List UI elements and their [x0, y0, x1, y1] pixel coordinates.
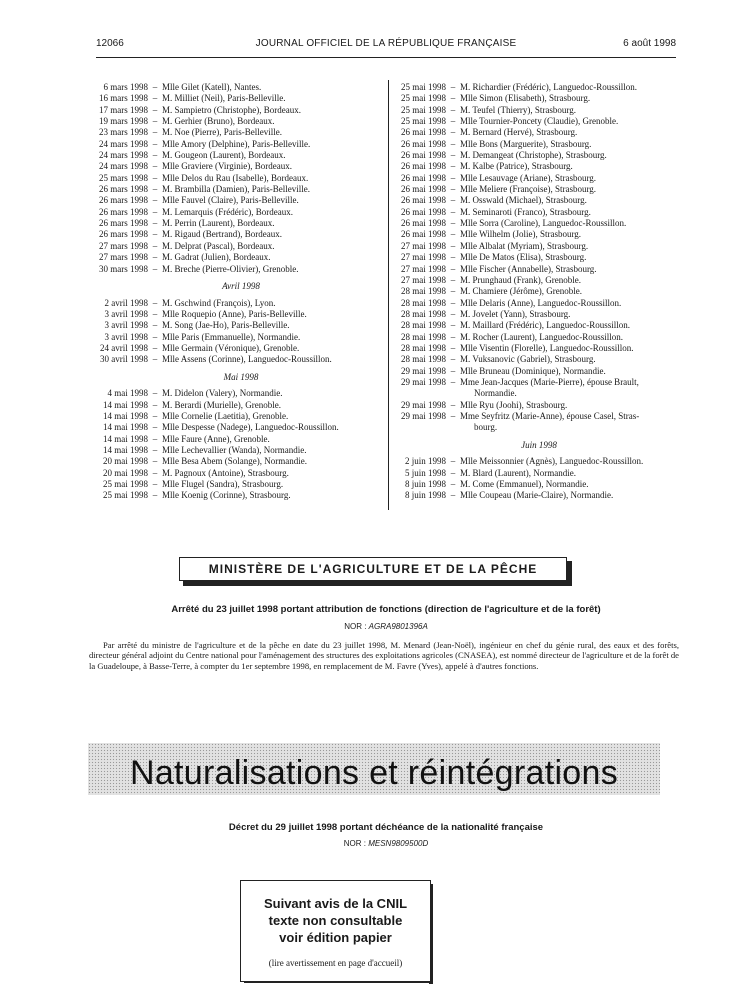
month-heading: Juin 1998 — [521, 439, 557, 450]
left-column-list — [96, 82, 386, 502]
entry-name: M. Sampietro (Christophe), Bordeaux. — [162, 104, 301, 115]
entry-name: Mlle Coupeau (Marie-Claire), Normandie. — [460, 490, 614, 501]
entry-dash: – — [152, 467, 158, 478]
list-item — [96, 93, 386, 104]
arrete-nor-label: NOR : — [344, 622, 367, 631]
decret-nor-label: NOR : — [343, 839, 366, 848]
entry-date: 26 mai 1998 — [401, 138, 446, 149]
section-banner-title: Naturalisations et réintégrations — [129, 754, 619, 792]
entry-date: 14 mai 1998 — [103, 410, 148, 421]
entry-name: M. Gschwind (François), Lyon. — [162, 297, 276, 308]
entry-date: 26 mai 1998 — [401, 161, 446, 172]
entry-date: 8 juin 1998 — [404, 490, 446, 501]
entry-name: M. Pagnoux (Antoine), Strasbourg. — [162, 467, 289, 478]
entry-name: M. Rocher (Laurent), Languedoc-Roussillon. — [460, 331, 623, 342]
entry-dash: – — [152, 297, 158, 308]
entry-name: Mlle Simon (Elisabeth), Strasbourg. — [460, 93, 591, 104]
entry-dash: – — [152, 172, 158, 183]
entry-date: 20 mai 1998 — [103, 456, 148, 467]
entry-name: M. Song (Jae-Ho), Paris-Belleville. — [162, 320, 290, 331]
entry-date: 29 mai 1998 — [401, 399, 446, 410]
list-item — [96, 332, 386, 343]
entry-name: Mlle Albalat (Myriam), Strasbourg. — [460, 240, 589, 251]
entry-date: 23 mars 1998 — [99, 127, 148, 138]
entry-date: 24 mars 1998 — [99, 161, 148, 172]
entry-name: Mlle Cornelie (Laetitia), Grenoble. — [162, 410, 289, 421]
entry-dash: – — [450, 410, 456, 421]
entry-dash: – — [152, 218, 158, 229]
entry-date: 28 mai 1998 — [401, 320, 446, 331]
list-item — [394, 275, 684, 286]
entry-name: M. Milliet (Neil), Paris-Belleville. — [162, 93, 286, 104]
list-item — [394, 241, 684, 252]
entry-dash: – — [450, 274, 456, 285]
decret-nor — [96, 839, 676, 848]
entry-date: 28 mai 1998 — [401, 354, 446, 365]
entry-name: M. Perrin (Laurent), Bordeaux. — [162, 218, 275, 229]
entry-date: 3 avril 1998 — [104, 331, 148, 342]
list-item — [394, 388, 684, 399]
list-item — [394, 264, 684, 275]
entry-dash: – — [450, 206, 456, 217]
entry-dash: – — [450, 93, 456, 104]
entry-date: 25 mai 1998 — [401, 93, 446, 104]
entry-name: Mlle Flugel (Sandra), Strasbourg. — [162, 479, 284, 490]
list-item — [394, 377, 684, 388]
list-item — [96, 173, 386, 184]
entry-date: 27 mars 1998 — [99, 252, 148, 263]
page-number: 12066 — [96, 38, 124, 49]
entry-name: Mlle Meissonnier (Agnès), Languedoc-Roussillon. — [460, 456, 644, 467]
list-item — [96, 388, 386, 399]
entry-name: M. Berardi (Murielle), Grenoble. — [162, 399, 281, 410]
entry-dash: – — [450, 252, 456, 263]
entry-date: 24 avril 1998 — [100, 342, 148, 353]
entry-date: 14 mai 1998 — [103, 445, 148, 455]
list-item — [394, 207, 684, 218]
entry-dash: – — [450, 479, 456, 490]
list-item — [394, 298, 684, 309]
list-item — [394, 150, 684, 161]
list-item — [96, 161, 386, 172]
list-item — [394, 116, 684, 127]
cnil-line-3: voir édition papier — [279, 930, 392, 945]
entry-dash: – — [152, 195, 158, 206]
list-item — [96, 207, 386, 218]
list-item — [96, 298, 386, 309]
entry-date: 20 mai 1998 — [103, 467, 148, 478]
entry-dash: – — [450, 161, 456, 172]
arrete-title: Arrêté du 23 juillet 1998 portant attribution de fonctions (direction de l'agriculture et de la forêt) — [171, 604, 601, 615]
entry-name: Mlle Ryu (Joohi), Strasbourg. — [460, 399, 568, 410]
entry-date: 27 mai 1998 — [401, 274, 446, 285]
entry-dash: – — [450, 104, 456, 115]
entry-dash: – — [450, 308, 456, 319]
entry-name: M. Demangeat (Christophe), Strasbourg. — [460, 150, 607, 161]
entry-dash: – — [152, 263, 158, 274]
entry-name: Mlle Lechevallier (Wanda), Normandie. — [162, 445, 307, 455]
list-item — [96, 150, 386, 161]
entry-dash: – — [450, 376, 456, 387]
list-item — [96, 411, 386, 422]
list-item — [394, 105, 684, 116]
entry-name: M. Noe (Pierre), Paris-Belleville. — [162, 127, 282, 138]
list-item — [394, 490, 684, 501]
list-item — [394, 456, 684, 467]
entry-name: Mlle Graviere (Virginie), Bordeaux. — [162, 161, 292, 172]
entry-dash: – — [450, 320, 456, 331]
entry-dash: – — [152, 354, 158, 365]
entry-date: 27 mai 1998 — [401, 263, 446, 274]
list-item — [96, 252, 386, 263]
entry-date: 3 avril 1998 — [104, 308, 148, 319]
entry-date: 26 mai 1998 — [401, 127, 446, 138]
entry-name: M. Teufel (Thierry), Strasbourg. — [460, 104, 577, 115]
entry-date: 26 mars 1998 — [99, 184, 148, 195]
entry-name: Mlle Meliere (Françoise), Strasbourg. — [460, 184, 597, 195]
entry-dash: – — [152, 445, 158, 455]
entry-name: M. Brambilla (Damien), Paris-Belleville. — [162, 184, 310, 195]
cnil-note: (lire avertissement en page d'accueil) — [268, 958, 403, 968]
entry-name: Mme Seyfritz (Marie-Anne), épouse Casel, Stras- — [460, 410, 640, 421]
list-item — [96, 139, 386, 150]
list-item — [394, 320, 684, 331]
entry-date: 24 mars 1998 — [99, 138, 148, 149]
entry-dash: – — [450, 127, 456, 138]
entry-dash: – — [450, 456, 456, 467]
entry-dash: – — [152, 308, 158, 319]
entry-dash: – — [152, 116, 158, 127]
entry-dash: – — [450, 116, 456, 127]
list-item — [394, 82, 684, 93]
entry-date: 25 mai 1998 — [401, 104, 446, 115]
entry-dash: – — [152, 229, 158, 240]
entry-dash: – — [152, 161, 158, 172]
entry-dash: – — [152, 433, 158, 444]
entry-date: 25 mai 1998 — [103, 479, 148, 490]
entry-date: 26 mai 1998 — [401, 206, 446, 217]
entry-date: 26 mars 1998 — [99, 218, 148, 229]
list-item — [96, 354, 386, 365]
list-item — [394, 229, 684, 240]
entry-date: 26 mars 1998 — [99, 195, 148, 206]
list-item — [394, 127, 684, 138]
entry-name: Mlle Paris (Emmanuelle), Normandie. — [162, 331, 301, 342]
entry-name: Mlle Fischer (Annabelle), Strasbourg. — [460, 263, 597, 274]
entry-name: M. Come (Emmanuel), Normandie. — [460, 479, 589, 490]
entry-dash: – — [450, 240, 456, 251]
entry-name: bourg. — [474, 422, 498, 433]
entry-date: 28 mai 1998 — [401, 331, 446, 342]
entry-name: Mlle Sorra (Caroline), Languedoc-Roussillon. — [460, 218, 627, 229]
list-item — [394, 286, 684, 297]
entry-date: 14 mai 1998 — [103, 433, 148, 444]
entry-name: M. Kalbe (Patrice), Strasbourg. — [460, 161, 573, 172]
entry-date: 25 mai 1998 — [401, 82, 446, 92]
right-column-list — [394, 82, 684, 502]
entry-date: 3 avril 1998 — [104, 320, 148, 331]
entry-dash: – — [152, 240, 158, 251]
entry-dash: – — [152, 93, 158, 104]
entry-dash: – — [152, 331, 158, 342]
list-item — [96, 422, 386, 433]
month-heading: Avril 1998 — [222, 280, 260, 291]
list-item — [96, 116, 386, 127]
entry-date: 26 mai 1998 — [401, 150, 446, 161]
month-heading: Mai 1998 — [223, 371, 259, 382]
arrete-nor-code: AGRA9801396A — [368, 622, 428, 631]
entry-name: M. Bernard (Hervé), Strasbourg. — [460, 127, 578, 138]
entry-dash: – — [152, 388, 158, 399]
list-item — [96, 343, 386, 354]
list-item — [394, 343, 684, 354]
journal-title: JOURNAL OFFICIEL DE LA RÉPUBLIQUE FRANÇAISE — [255, 38, 517, 49]
entry-name: Mlle Germain (Véronique), Grenoble. — [162, 342, 300, 353]
entry-dash: – — [152, 138, 158, 149]
entry-date: 30 avril 1998 — [100, 354, 148, 365]
page-header — [96, 38, 676, 54]
entry-name: Mlle Bons (Marguerite), Strasbourg. — [460, 138, 592, 149]
decret-nor-code: MESN9809500D — [368, 839, 429, 848]
list-item — [394, 184, 684, 195]
entry-name: M. Gerhier (Bruno), Bordeaux. — [162, 116, 275, 127]
entry-name: Mlle Delos du Rau (Isabelle), Bordeaux. — [162, 172, 309, 183]
entry-date: 29 mai 1998 — [401, 365, 446, 376]
list-item — [96, 264, 386, 275]
entry-dash: – — [152, 456, 158, 467]
list-item — [96, 434, 386, 445]
list-item — [394, 422, 684, 433]
entry-date: 16 mars 1998 — [99, 93, 148, 104]
entry-name: M. Jovelet (Yann), Strasbourg. — [460, 308, 571, 319]
entry-dash: – — [450, 467, 456, 478]
entry-name: M. Seminaroti (Franco), Strasbourg. — [460, 206, 591, 217]
entry-date: 26 mars 1998 — [99, 206, 148, 217]
entry-name: Mlle Amory (Delphine), Paris-Belleville. — [162, 138, 311, 149]
entry-date: 26 mai 1998 — [401, 184, 446, 195]
list-item — [394, 252, 684, 263]
ministry-heading: MINISTÈRE DE L'AGRICULTURE ET DE LA PÊCHE — [179, 557, 567, 581]
list-item — [394, 332, 684, 343]
list-item — [394, 468, 684, 479]
column-divider — [388, 80, 389, 510]
list-item — [394, 354, 684, 365]
entry-date: 26 mai 1998 — [401, 195, 446, 206]
entry-name: Mlle Bruneau (Dominique), Normandie. — [460, 365, 606, 376]
list-item — [394, 173, 684, 184]
decret-title: Décret du 29 juillet 1998 portant déchéance de la nationalité française — [228, 822, 544, 833]
list-item — [394, 195, 684, 206]
entry-name: Mlle Roquepio (Anne), Paris-Belleville. — [162, 308, 307, 319]
entry-name: M. Gadrat (Julien), Bordeaux. — [162, 252, 271, 263]
entry-date: 14 mai 1998 — [103, 422, 148, 433]
entry-name: Normandie. — [474, 388, 517, 399]
entry-name: Mlle Koenig (Corinne), Strasbourg. — [162, 490, 291, 501]
entry-name: Mlle Assens (Corinne), Languedoc-Roussillon. — [162, 354, 332, 365]
list-item — [96, 241, 386, 252]
entry-name: Mlle Tournier-Poncety (Claudie), Grenoble. — [460, 116, 619, 127]
list-item — [394, 161, 684, 172]
entry-date: 29 mai 1998 — [401, 410, 446, 421]
list-item — [96, 309, 386, 320]
header-rule — [96, 57, 676, 58]
cnil-notice-box — [240, 880, 431, 982]
entry-date: 25 mars 1998 — [99, 172, 148, 183]
entry-dash: – — [152, 490, 158, 501]
list-item — [96, 105, 386, 116]
entry-date: 8 juin 1998 — [404, 479, 446, 490]
entry-date: 17 mars 1998 — [99, 104, 148, 115]
entry-name: Mlle Despesse (Nadege), Languedoc-Roussillon. — [162, 422, 339, 433]
entry-name: Mlle Gilet (Katell), Nantes. — [162, 82, 262, 92]
list-item — [96, 127, 386, 138]
entry-name: M. Osswald (Michael), Strasbourg. — [460, 195, 587, 206]
entry-name: M. Prunghaud (Frank), Grenoble. — [460, 274, 581, 285]
entry-date: 25 mai 1998 — [401, 116, 446, 127]
entry-name: Mlle De Matos (Elisa), Strasbourg. — [460, 252, 587, 263]
list-item — [394, 411, 684, 422]
entry-name: M. Didelon (Valery), Normandie. — [162, 388, 283, 399]
list-item — [394, 400, 684, 411]
entry-date: 25 mai 1998 — [103, 490, 148, 501]
entry-date: 24 mars 1998 — [99, 150, 148, 161]
entry-dash: – — [152, 342, 158, 353]
list-item — [96, 184, 386, 195]
entry-date: 6 mars 1998 — [103, 82, 148, 92]
entry-name: M. Breche (Pierre-Olivier), Grenoble. — [162, 263, 299, 274]
entry-dash: – — [450, 286, 456, 297]
entry-name: Mlle Wilhelm (Jolie), Strasbourg. — [460, 229, 582, 240]
list-item — [394, 218, 684, 229]
entry-name: Mlle Lesauvage (Ariane), Strasbourg. — [460, 172, 597, 183]
entry-date: 26 mai 1998 — [401, 229, 446, 240]
arrete-nor — [96, 622, 676, 631]
entry-dash: – — [152, 82, 158, 92]
entry-dash: – — [450, 331, 456, 342]
entry-dash: – — [152, 206, 158, 217]
entry-name: M. Vuksanovic (Gabriel), Strasbourg. — [460, 354, 596, 365]
entry-name: M. Chamiere (Jérôme), Grenoble. — [460, 286, 582, 297]
list-item — [96, 229, 386, 240]
entry-dash: – — [450, 172, 456, 183]
list-item — [394, 366, 684, 377]
list-item — [96, 490, 386, 501]
list-item — [96, 320, 386, 331]
list-item — [96, 445, 386, 456]
list-item — [96, 456, 386, 467]
entry-date: 5 juin 1998 — [404, 467, 446, 478]
entry-dash: – — [450, 263, 456, 274]
list-item — [96, 479, 386, 490]
issue-date: 6 août 1998 — [623, 38, 676, 49]
list-item — [394, 139, 684, 150]
entry-dash: – — [450, 399, 456, 410]
entry-date: 26 mai 1998 — [401, 218, 446, 229]
entry-name: Mlle Besa Abem (Solange), Normandie. — [162, 456, 307, 467]
entry-dash: – — [152, 479, 158, 490]
entry-name: M. Blard (Laurent), Normandie. — [460, 467, 576, 478]
entry-dash: – — [450, 218, 456, 229]
list-item — [394, 309, 684, 320]
entry-name: Mlle Faure (Anne), Grenoble. — [162, 433, 270, 444]
entry-date: 26 mars 1998 — [99, 229, 148, 240]
entry-name: Mlle Delaris (Anne), Languedoc-Roussillon. — [460, 297, 622, 308]
entry-dash: – — [152, 150, 158, 161]
entry-name: M. Gougeon (Laurent), Bordeaux. — [162, 150, 286, 161]
entry-date: 2 avril 1998 — [104, 297, 148, 308]
list-item — [96, 468, 386, 479]
list-item — [96, 195, 386, 206]
entry-dash: – — [450, 354, 456, 365]
entry-date: 28 mai 1998 — [401, 297, 446, 308]
entry-name: Mlle Visentin (Florelle), Languedoc-Roussillon. — [460, 342, 634, 353]
entry-dash: – — [152, 104, 158, 115]
entry-dash: – — [152, 410, 158, 421]
entry-dash: – — [450, 229, 456, 240]
list-item — [96, 400, 386, 411]
entry-dash: – — [450, 138, 456, 149]
entry-name: Mme Jean-Jacques (Marie-Pierre), épouse Brault, — [460, 376, 639, 387]
entry-dash: – — [152, 252, 158, 263]
entry-dash: – — [152, 422, 158, 433]
entry-name: M. Lemarquis (Frédéric), Bordeaux. — [162, 206, 293, 217]
entry-date: 4 mai 1998 — [107, 388, 148, 399]
entry-dash: – — [450, 150, 456, 161]
entry-dash: – — [152, 320, 158, 331]
list-item — [96, 218, 386, 229]
entry-name: M. Maillard (Frédéric), Languedoc-Roussillon. — [460, 320, 630, 331]
entry-name: Mlle Fauvel (Claire), Paris-Belleville. — [162, 195, 299, 206]
entry-dash: – — [152, 127, 158, 138]
entry-date: 28 mai 1998 — [401, 286, 446, 297]
entry-dash: – — [450, 365, 456, 376]
entry-dash: – — [152, 399, 158, 410]
entry-name: M. Rigaud (Bertrand), Bordeaux. — [162, 229, 282, 240]
entry-dash: – — [450, 82, 456, 92]
entry-date: 29 mai 1998 — [401, 376, 446, 387]
entry-date: 27 mars 1998 — [99, 240, 148, 251]
entry-date: 30 mars 1998 — [99, 263, 148, 274]
entry-date: 27 mai 1998 — [401, 240, 446, 251]
cnil-line-1: Suivant avis de la CNIL — [263, 896, 408, 911]
entry-name: M. Richardier (Frédéric), Languedoc-Roussillon. — [460, 82, 637, 92]
list-item — [96, 82, 386, 93]
cnil-line-2: texte non consultable — [268, 913, 403, 928]
entry-dash: – — [450, 297, 456, 308]
entry-dash: – — [450, 184, 456, 195]
entry-date: 14 mai 1998 — [103, 399, 148, 410]
entry-date: 28 mai 1998 — [401, 342, 446, 353]
list-item — [394, 479, 684, 490]
entry-dash: – — [450, 342, 456, 353]
entry-date: 26 mai 1998 — [401, 172, 446, 183]
entry-date: 27 mai 1998 — [401, 252, 446, 263]
entry-name: M. Delprat (Pascal), Bordeaux. — [162, 240, 275, 251]
entry-dash: – — [450, 490, 456, 501]
entry-date: 28 mai 1998 — [401, 308, 446, 319]
entry-dash: – — [450, 195, 456, 206]
entry-dash: – — [152, 184, 158, 195]
arrete-text: Par arrêté du ministre de l'agriculture et de la pêche en date du 23 juillet 1998, M. Menard (Jean-Noël), ingénieur en chef du génie rural, des eaux et des forêts, directeur général adjoint du Centre national pour l'aménagement des structures des exploitations agricoles (CNASEA), est nommé directeur de l'agriculture et de la forêt de la Guadeloupe, à Basse-Terre, à compter du 1er septembre 1998, en remplacement de M. Favre (Yves), appelé à d'autres fonctions. — [89, 640, 679, 671]
entry-date: 19 mars 1998 — [99, 116, 148, 127]
list-item — [394, 93, 684, 104]
entry-date: 2 juin 1998 — [404, 456, 446, 467]
